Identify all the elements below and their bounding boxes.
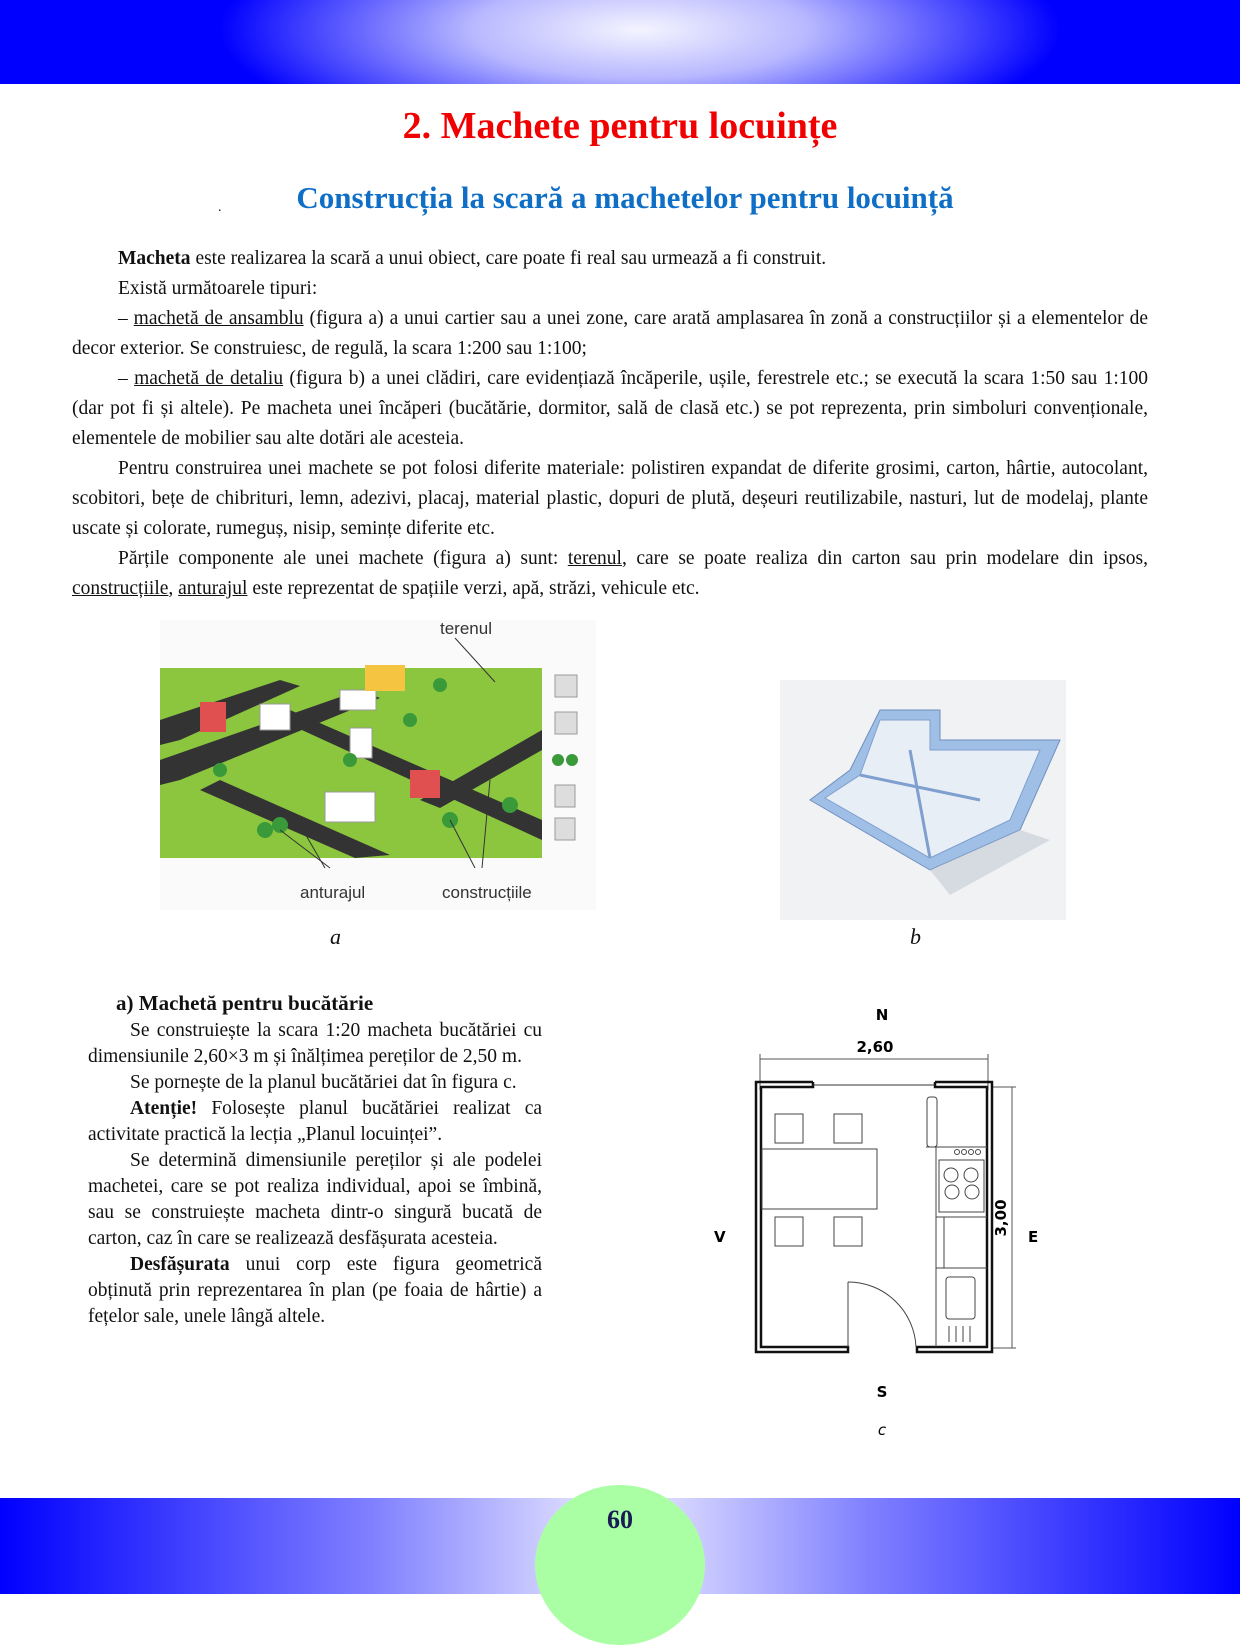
paragraph: Desfășurata unui corp este figura geometrică obținută prin reprezentarea în plan (pe foaia de hârtie) a fețelor sale, unele lângă altele. [88,1254,542,1327]
paragraph: – machetă de detaliu (figura b) a unei clădiri, care evidențiază încăperile, ușile, ferestrele etc.; se execută la scara 1:50 sau 1:100 (dar pot fi și altele). Pe macheta unei încăperi (bucătărie, dormitor, sală de clasă etc.) se pot reprezenta, prin simboluri convenționale, elementele de mobilier sau alte dotări ale acesteia. [72,368,1149,449]
label-surroundings: anturajul [300,883,366,902]
east-label: E [1028,1228,1039,1246]
caption-a: a [330,924,341,949]
page-number: 60 [607,1505,633,1534]
paragraph: Se construiește la scara 1:20 macheta bucătăriei cu dimensiunile 2,60×3 m și înălțimea pereților de 2,50 m. [88,1020,542,1067]
paragraph: Se pornește de la planul bucătăriei dat în figura c. [130,1072,517,1093]
section-heading: a) Machetă pentru bucătărie [116,991,374,1015]
stray-dot: . [218,200,222,215]
south-label: S [876,1383,888,1401]
paragraph: Macheta este realizarea la scară a unui obiect, care poate fi real sau urmează a fi construit. [118,248,827,269]
paragraph: Există următoarele tipuri: [118,278,318,299]
paragraph: Se determină dimensiunile pereților și ale podelei machetei, care se pot realiza individual, apoi se îmbină, sau se construiește macheta dintr-o singură bucată de carton, caz în care se realizează desfășurata acesteia. [88,1150,542,1249]
caption-c: c [877,1421,887,1439]
width-label: 2,60 [856,1038,894,1056]
paragraph: Părțile componente ale unei machete (figura a) sunt: terenul, care se poate realiza din carton sau prin modelare din ipsos, construcțiile, anturajul este reprezentat de spațiile verzi, apă, străzi, vehicule etc. [72,548,1148,599]
caption-b: b [910,924,921,949]
section-kitchen-model [88,990,542,1330]
paragraph: – machetă de ansamblu (figura a) a unui cartier sau a unei zone, care arată amplasarea în zonă a construcțiilor și a elementelor de decor exterior. Se construiesc, de regulă, la scara 1:200 sau 1:100; [72,308,1148,359]
label-terrain: terenul [440,620,492,638]
north-label: N [875,1006,889,1024]
paragraph: Atenție! Folosește planul bucătăriei realizat ca activitate practică la lecția „Planul locuinței”. [88,1098,542,1145]
figure-c-kitchen-plan [700,990,1040,1440]
figure-a-ensemble-model [160,620,596,910]
west-label: V [714,1228,726,1246]
page-subtitle: Construcția la scară a machetelor pentru locuință [296,180,954,215]
paragraph: Pentru construirea unei machete se pot folosi diferite materiale: polistiren expandat de diferite grosimi, carton, hârtie, autocolant, scobitori, bețe de chibrituri, lemn, adezivi, placaj, material plastic, dopuri de plută, deșeuri reutilizabile, nasturi, lut de modelaj, plante uscate și colorate, rumeguș, nisip, semințe diferite etc. [72,458,1148,539]
length-label: 3,00 [992,1199,1010,1237]
page-title: 2. Machete pentru locuințe [402,105,838,147]
figure-b-detail-model [780,680,1066,920]
intro-text [72,244,1148,604]
label-buildings: construcțiile [442,883,532,902]
header-band [0,0,1240,84]
